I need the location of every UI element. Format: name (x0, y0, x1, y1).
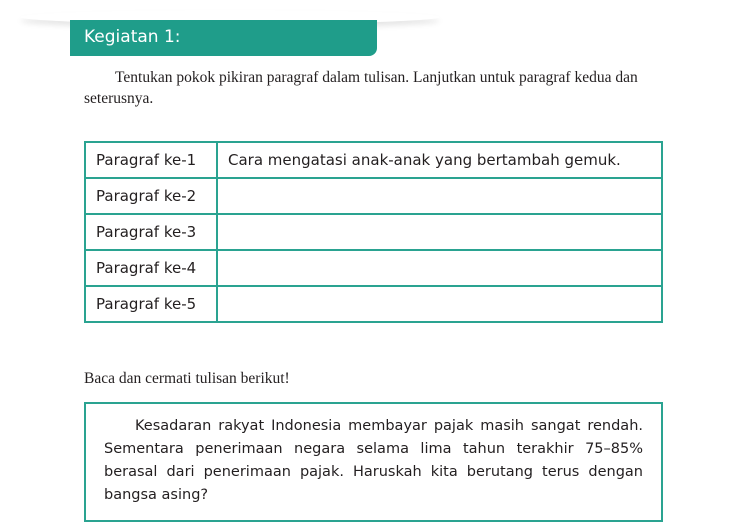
instruction-text: Tentukan pokok pikiran paragraf dalam tulisan. Lanjutkan untuk paragraf kedua dan seterusnya. (84, 69, 638, 107)
row-value (217, 250, 662, 286)
reading-text: Kesadaran rakyat Indonesia membayar pajak masih sangat rendah. Sementara penerimaan negara selama lima tahun terakhir 75–85% berasal dari penerimaan pajak. Haruskah kita berutang terus dengan bangsa asing? (104, 418, 643, 503)
row-value (217, 178, 662, 214)
table-row (85, 214, 662, 250)
row-value (217, 286, 662, 322)
row-value (217, 214, 662, 250)
main-idea-table (84, 141, 663, 323)
reading-box (84, 402, 663, 522)
activity-header (70, 20, 377, 56)
row-label: Paragraf ke-3 (85, 214, 217, 250)
table-row (85, 142, 662, 178)
row-label: Paragraf ke-2 (85, 178, 217, 214)
table-row (85, 178, 662, 214)
table-row (85, 250, 662, 286)
table-row (85, 286, 662, 322)
read-prompt: Baca dan cermati tulisan berikut! (84, 370, 290, 387)
row-value: Cara mengatasi anak-anak yang bertambah gemuk. (217, 142, 662, 178)
activity-title: Kegiatan 1: (84, 27, 181, 47)
row-label: Paragraf ke-1 (85, 142, 217, 178)
row-label: Paragraf ke-4 (85, 250, 217, 286)
row-label: Paragraf ke-5 (85, 286, 217, 322)
